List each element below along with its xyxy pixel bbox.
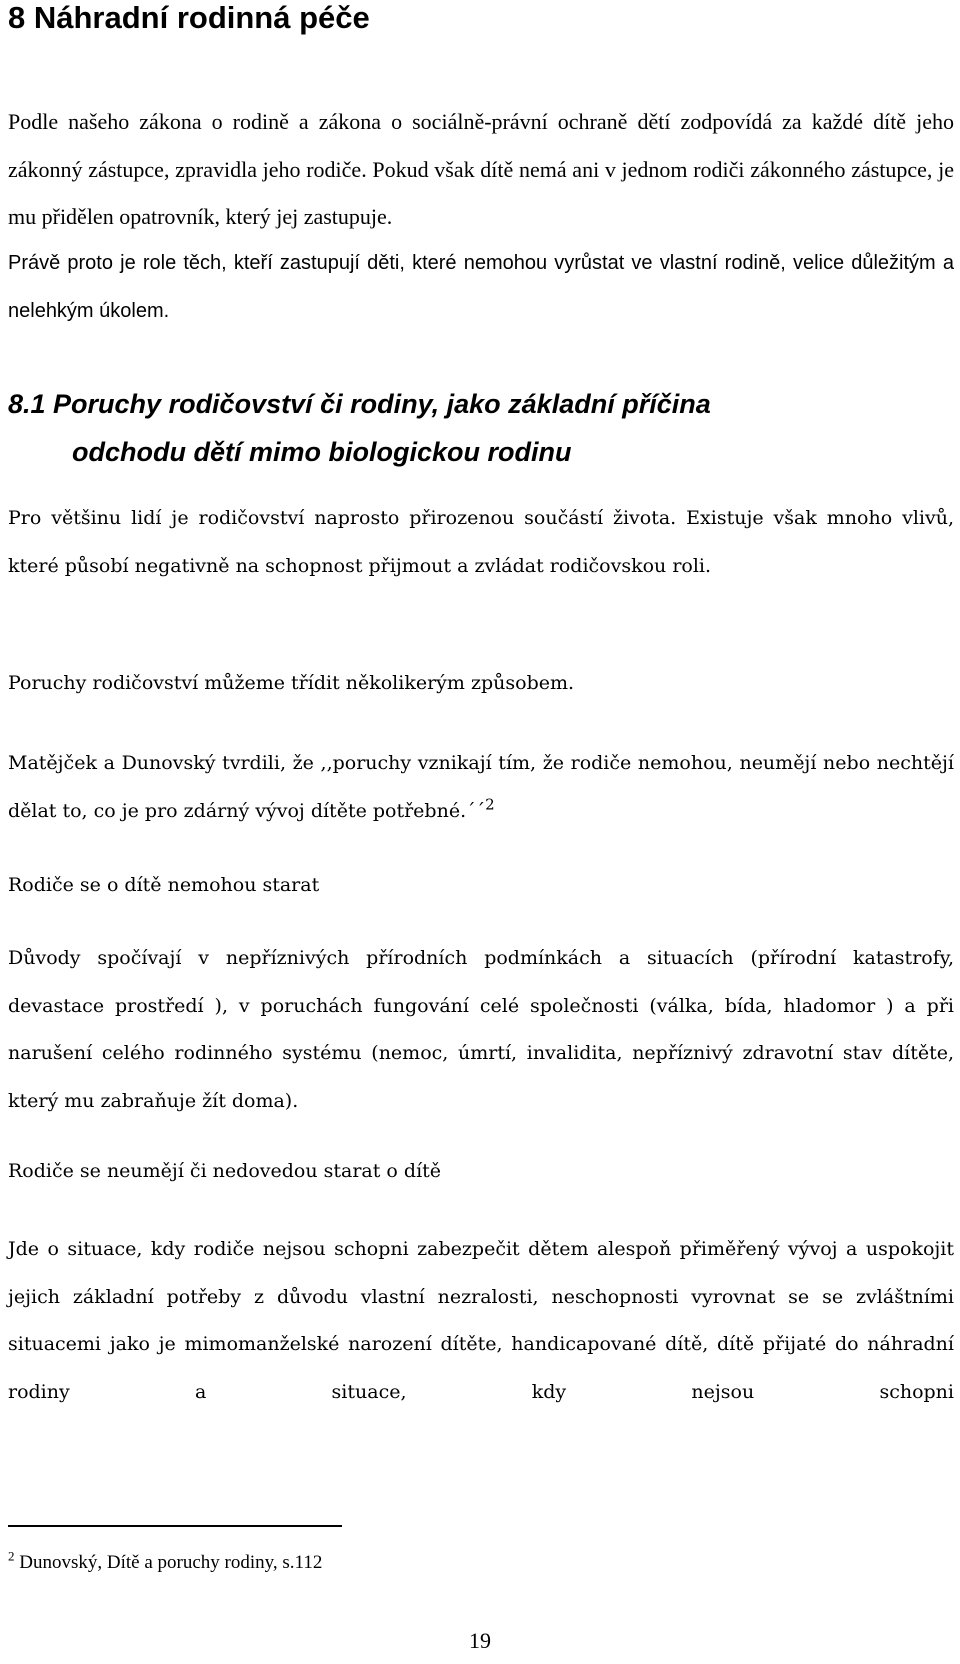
section-title [8, 380, 711, 476]
section-title-line-1: 8.1 Poruchy rodičovství či rodiny, jako základní příčina [8, 389, 711, 419]
paragraph-parenthood: Pro většinu lidí je rodičovství naprosto přirozenou součástí života. Existuje však mnoho vlivů, které působí negativně na schopnost přijmout a zvládat rodičovskou roli. [8, 507, 954, 577]
footnote [8, 1548, 323, 1575]
intro-paragraph: Podle našeho zákona o rodině a zákona o sociálně-právní ochraně dětí zodpovídá za každé dítě jeho zákonný zástupce, zpravidla jeho rodiče. Pokud však dítě nemá ani v jednom rodiči zákonného zástupce, je mu přidělen opatrovník, který jej zastupuje. [8, 109, 954, 229]
quote-text: Matějček a Dunovský tvrdili, že ,,poruchy vznikají tím, že rodiče nemohou, neumějí nebo nechtějí dělat to, co je pro zdárný vývoj dítěte potřebné.´´ [8, 752, 954, 822]
paragraph-situations: Jde o situace, kdy rodiče nejsou schopni zabezpečit dětem alespoň přiměřený vývoj a uspokojit jejich základní potřeby z důvodu vlastní nezralosti, neschopnosti vyrovnat se se zvláštními situacemi jako je mimomanželské narození dítěte, handicapované dítě, dítě přijaté do náhradní rodiny a situace, kdy nejsou schopni [8, 1238, 954, 1403]
subheading-unable-care: Rodiče se neumějí či nedovedou starat o dítě [8, 1160, 442, 1182]
paragraph-reasons: Důvody spočívají v nepříznivých přírodních podmínkách a situacích (přírodní katastrofy, devastace prostředí ), v poruchách fungování celé společnosti (válka, bída, hladomor ) a při narušení celého rodinného systému (nemoc, úmrtí, invalidita, nepříznivý zdravotní stav dítěte, který mu zabraňuje žít doma). [8, 947, 954, 1112]
chapter-title: 8 Náhradní rodinná péče [8, 0, 370, 35]
intro-paragraph-2: Právě proto je role těch, kteří zastupují děti, které nemohou vyrůstat ve vlastní rodině, velice důležitým a nelehkým úkolem. [8, 252, 954, 322]
footnote-text: Dunovský, Dítě a poruchy rodiny, s.112 [19, 1552, 323, 1573]
footnote-number: 2 [8, 1548, 15, 1564]
paragraph-quote [8, 740, 954, 835]
subheading-cannot-care: Rodiče se o dítě nemohou starat [8, 874, 320, 896]
paragraph-classification: Poruchy rodičovství můžeme třídit několikerým způsobem. [8, 672, 575, 694]
footnote-reference: 2 [485, 795, 495, 814]
footnote-separator [8, 1525, 342, 1527]
page-number: 19 [469, 1628, 491, 1653]
section-title-line-2: odchodu dětí mimo biologickou rodinu [72, 437, 572, 467]
